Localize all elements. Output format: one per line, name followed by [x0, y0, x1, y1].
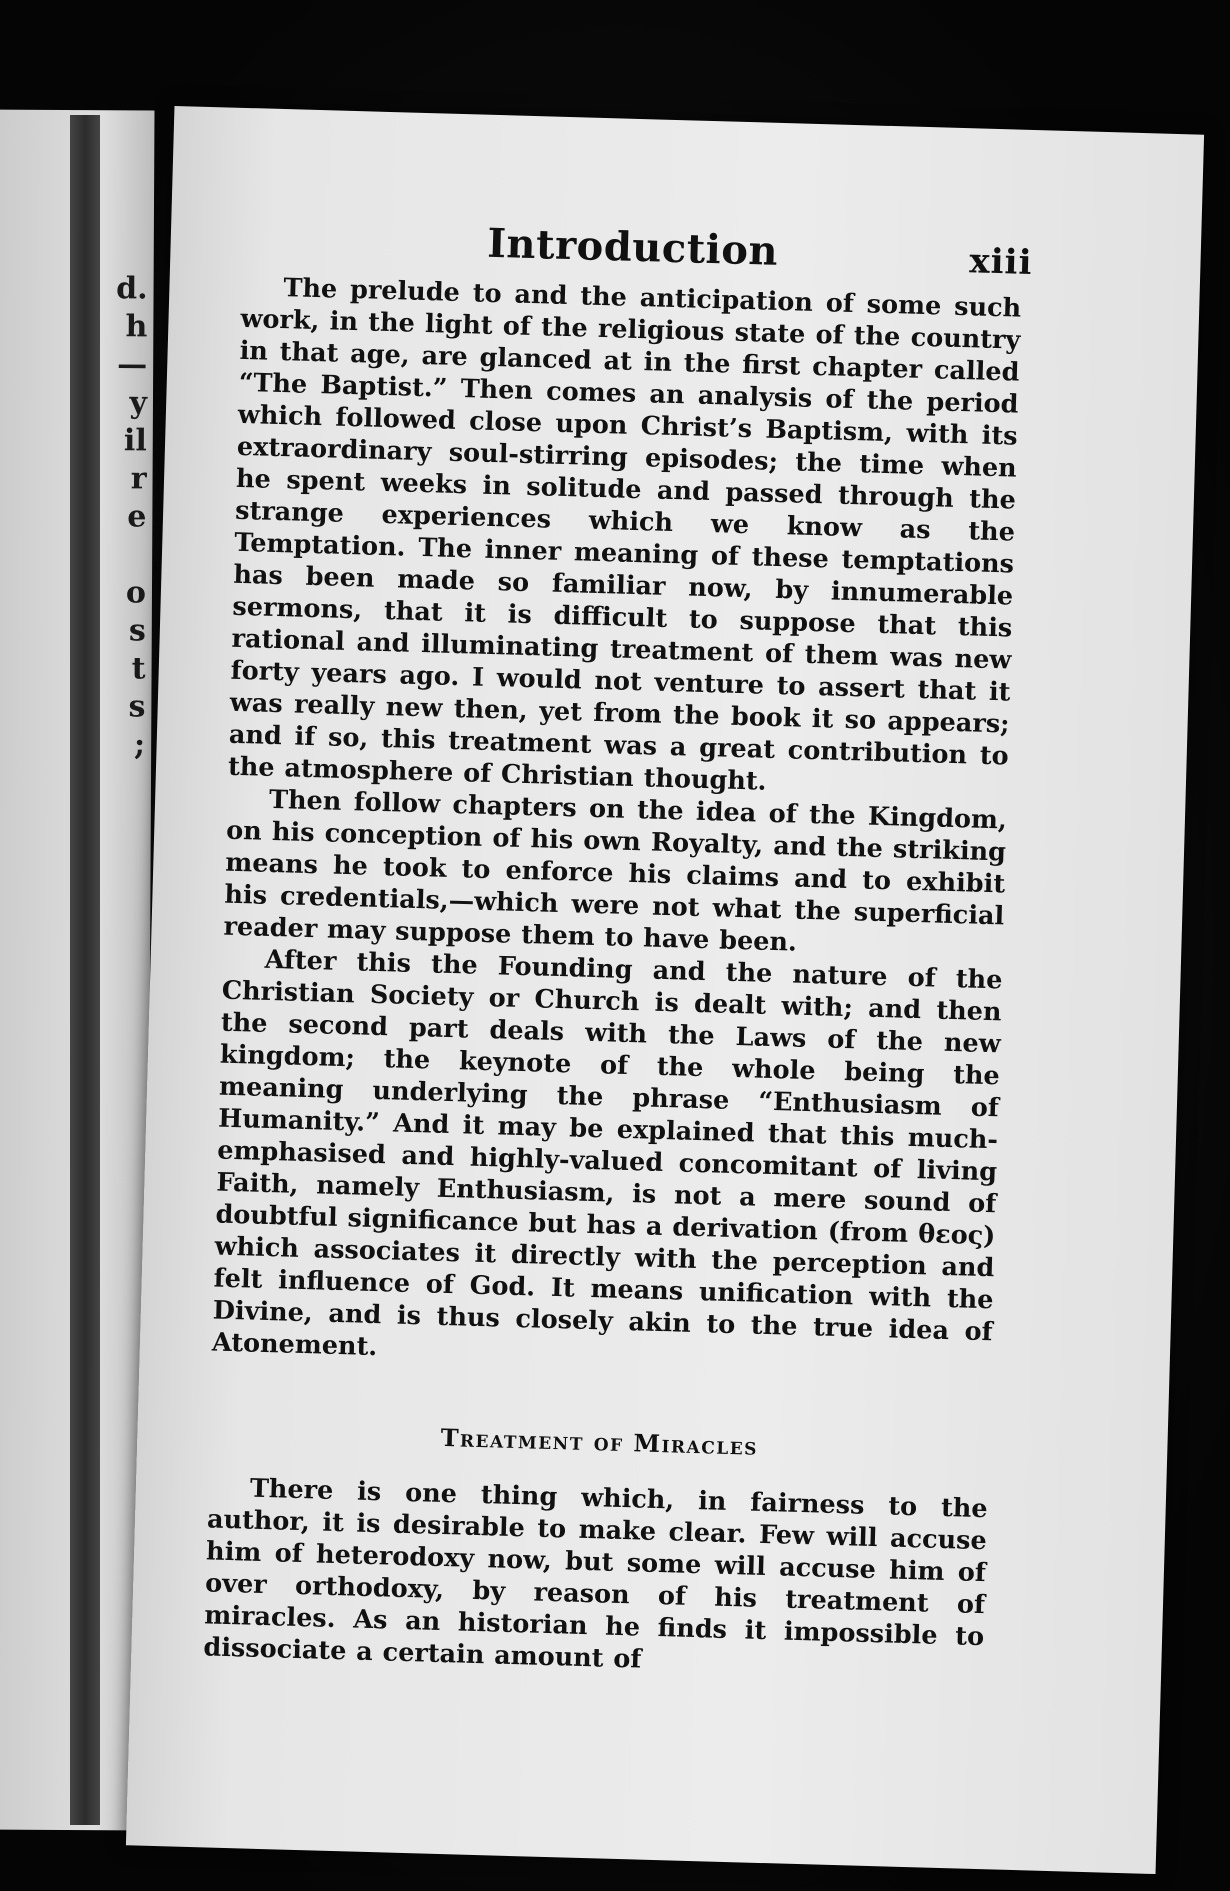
paragraph-founding: After this the Founding and the nature of the Christian Society or Church is dealt with; and then the second part deals with the Laws of the new kingdom; the keynote of the whole being the meaning underlying the phrase “Enthusiasm of Humanity.” And it may be explained that this much-emphasised and highly-valued concomitant of living Faith, namely Enthusiasm, is not a mere sound of doubtful significance but has a derivation (from θεος) which associates it directly with the perception and felt influence of God. It means unification with the Divine, and is thus closely akin to the true idea of Atonement.	[211, 944, 1003, 1363]
facing-fragment: r	[130, 461, 147, 497]
facing-fragment: s	[128, 689, 146, 725]
section-heading: Treatment of Miracles	[440, 1422, 759, 1461]
book-page	[126, 106, 1204, 1874]
paragraph-miracles: There is one thing which, in fairness to the author, it is desirable to make clear. Few will accuse him of heterodoxy now, but some will accuse him of over orthodoxy, by reason of his treatment of miracles. As an historian he finds it impossible to dissociate a certain amount of	[203, 1473, 989, 1675]
book-spine	[70, 115, 100, 1825]
facing-fragment: h	[125, 309, 148, 345]
facing-fragment: t	[131, 651, 146, 687]
page-title: Introduction	[486, 219, 779, 275]
facing-fragment	[115, 536, 147, 574]
paragraph-kingdom: Then follow chapters on the idea of the Kingdom, on his conception of his own Royalty, and the striking means he took to enforce his claims and to exhibit his credentials,—which were not what the superficial reader may suppose them to have been.	[223, 784, 1008, 958]
page-content	[203, 213, 1034, 1685]
facing-fragment: —	[117, 347, 148, 383]
paragraph-prelude: The prelude to and the anticipation of some such work, in the light of the religious state of the country in that age, are glanced at in the first chapter called “The Baptist.” Then comes an analysis of the period which followed close upon Christ’s Baptism, with its extraordinary soul-stirring episodes; the time when he spent weeks in solitude and passed through the strange experiences which we know as the Temptation. The inner meaning of these temptations has been made so familiar now, by innumerable sermons, that it is difficult to suppose that this rational and illuminating treatment of them was new forty years ago. I would not venture to assert that it was really new then, yet from the book it so appears; and if so, this treatment was a great contribution to the atmosphere of Christian thought.	[227, 273, 1022, 797]
page-number: xiii	[968, 241, 1034, 283]
facing-fragment: e	[127, 499, 147, 535]
facing-fragment: y	[129, 385, 148, 421]
facing-fragment: ;	[134, 727, 146, 763]
facing-fragment: s	[128, 613, 146, 649]
facing-fragment: o	[125, 575, 147, 611]
facing-fragment: il	[123, 423, 147, 459]
facing-page-text	[114, 270, 148, 764]
facing-fragment: d.	[116, 271, 148, 307]
